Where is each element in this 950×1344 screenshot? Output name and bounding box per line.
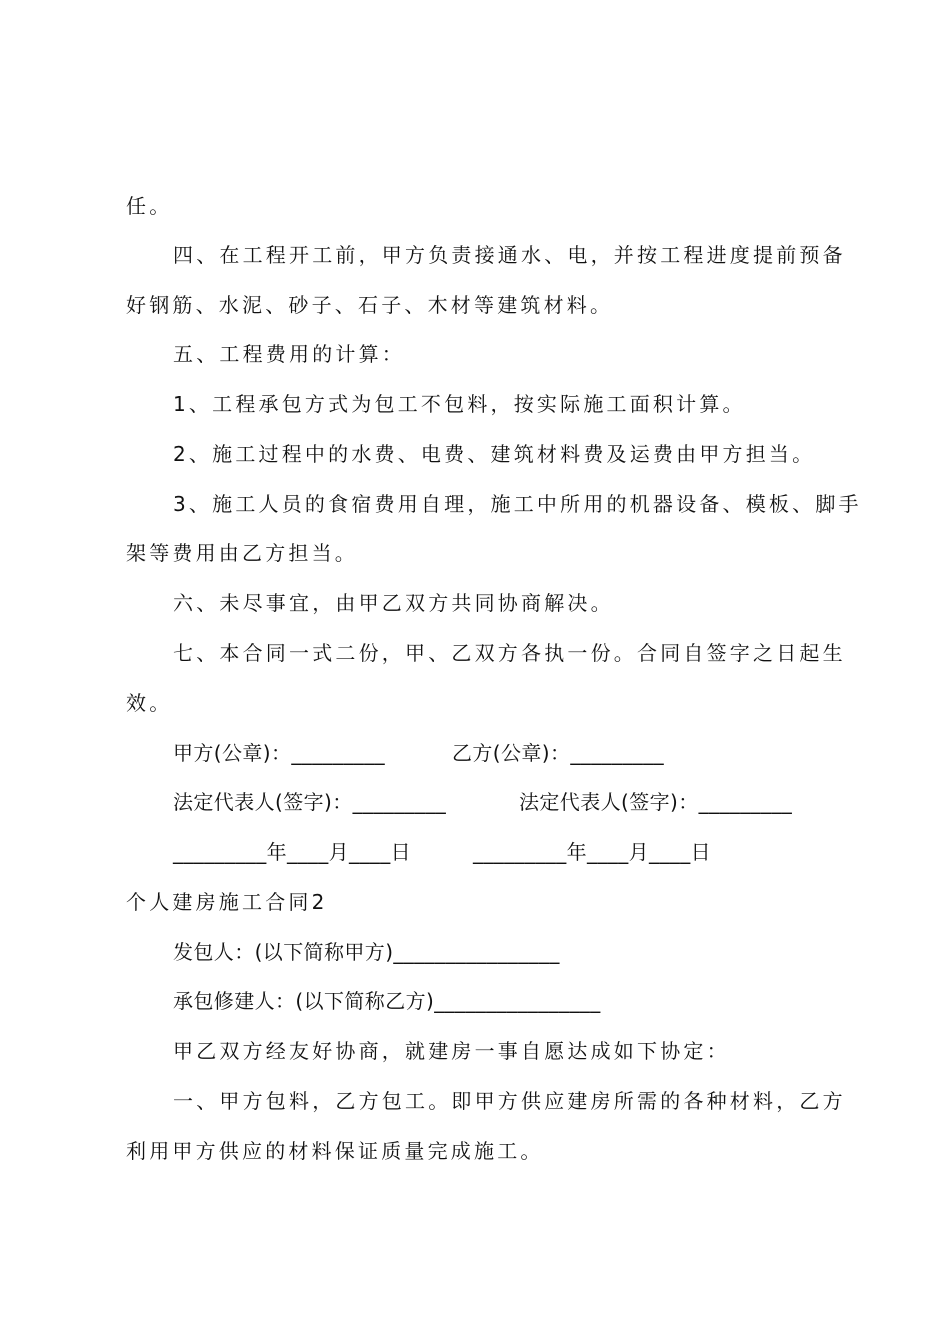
contractor-field: 发包人：(以下简称甲方)________________ bbox=[173, 940, 560, 964]
paragraph-line: 一、甲方包料，乙方包工。即甲方供应建房所需的各种材料，乙方 bbox=[173, 1089, 846, 1113]
party-b-representative-field: 法定代表人(签字)：_________ bbox=[519, 790, 793, 814]
paragraph-line: 3、施工人员的食宿费用自理，施工中所用的机器设备、模板、脚手 bbox=[173, 492, 862, 516]
paragraph-line: 1、工程承包方式为包工不包料，按实际施工面积计算。 bbox=[173, 392, 746, 416]
paragraph-line: 四、在工程开工前，甲方负责接通水、电，并按工程进度提前预备 bbox=[173, 243, 846, 267]
party-a-representative-field: 法定代表人(签字)：_________ bbox=[173, 790, 447, 814]
paragraph-line: 任。 bbox=[126, 194, 173, 218]
party-b-seal-field: 乙方(公章)：_________ bbox=[452, 741, 665, 765]
paragraph-line: 利用甲方供应的材料保证质量完成施工。 bbox=[126, 1139, 544, 1163]
paragraph-line: 甲乙双方经友好协商，就建房一事自愿达成如下协定： bbox=[173, 1039, 730, 1063]
paragraph-line: 2、施工过程中的水费、电费、建筑材料费及运费由甲方担当。 bbox=[173, 442, 816, 466]
paragraph-line: 七、本合同一式二份，甲、乙双方各执一份。合同自签字之日起生 bbox=[173, 641, 846, 665]
contract-title: 个人建房施工合同2 bbox=[126, 890, 328, 914]
party-a-date-field: _________年____月____日 bbox=[173, 840, 411, 864]
paragraph-line: 六、未尽事宜，由甲乙双方共同协商解决。 bbox=[173, 591, 614, 615]
builder-field: 承包修建人：(以下简称乙方)________________ bbox=[173, 989, 601, 1013]
paragraph-line: 架等费用由乙方担当。 bbox=[126, 541, 358, 565]
paragraph-line: 好钢筋、水泥、砂子、石子、木材等建筑材料。 bbox=[126, 293, 614, 317]
section-heading: 五、工程费用的计算： bbox=[173, 342, 405, 366]
party-b-date-field: _________年____月____日 bbox=[473, 840, 711, 864]
paragraph-line: 效。 bbox=[126, 691, 173, 715]
party-a-seal-field: 甲方(公章)：_________ bbox=[173, 741, 386, 765]
